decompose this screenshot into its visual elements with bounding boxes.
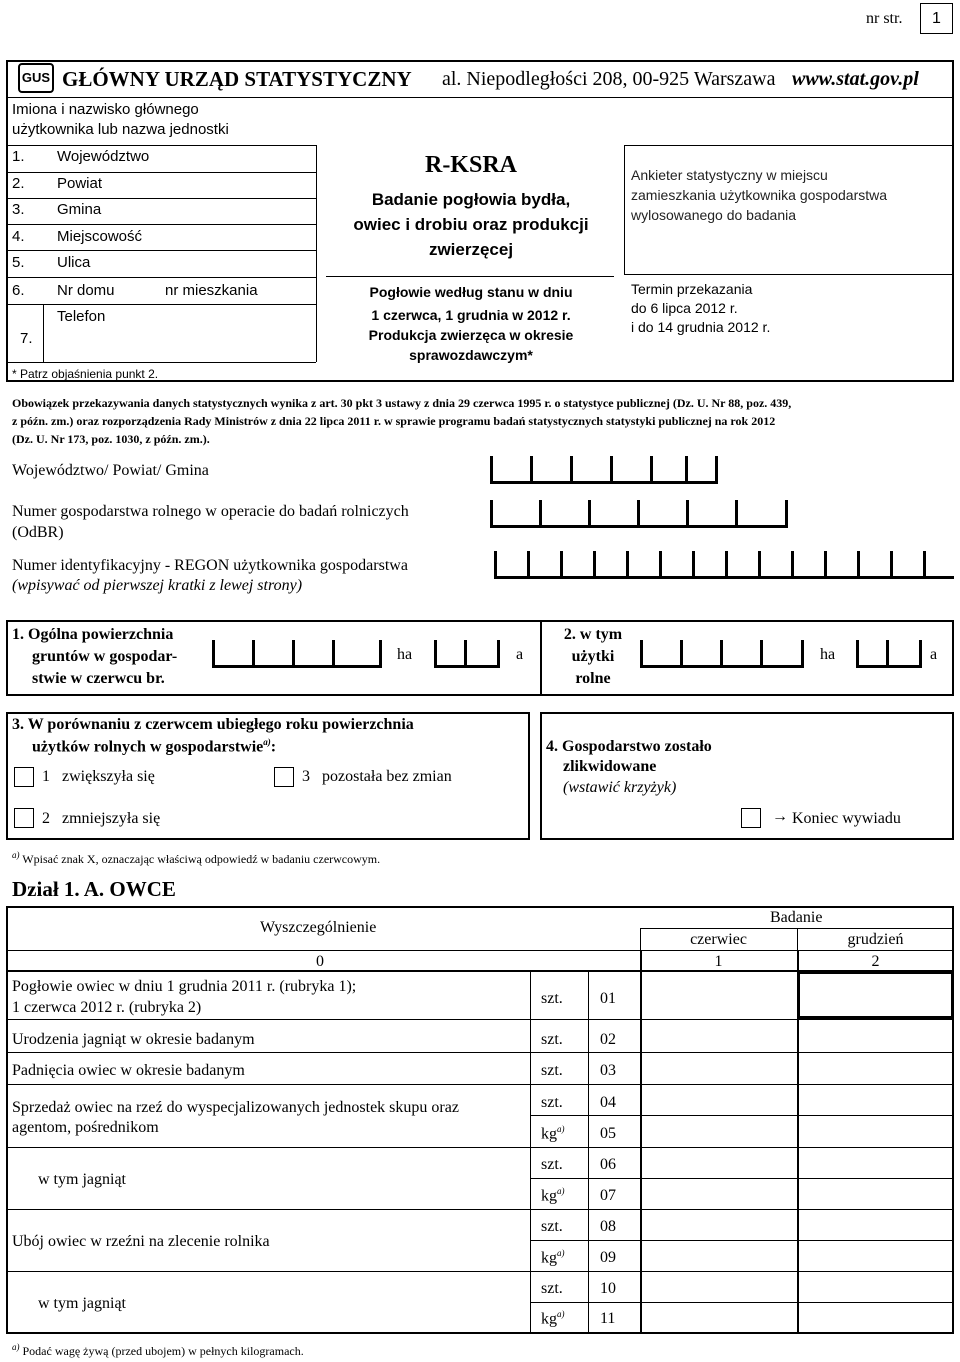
q4-label-3: (wstawić krzyżyk)	[563, 779, 677, 796]
q3-option-decreased-checkbox[interactable]	[14, 808, 34, 828]
row-02-label: Urodzenia jagniąt w okresie badanym	[12, 1031, 255, 1048]
field-locality: Miejscowość	[57, 228, 143, 245]
q2-ha-unit: ha	[820, 646, 836, 663]
row-07-code: 07	[600, 1187, 616, 1204]
field-num-2: 2.	[12, 175, 25, 192]
row-01-dec-cell[interactable]	[797, 971, 954, 1019]
row-04-label-2: agentom, pośrednikom	[12, 1119, 159, 1136]
q2-a-boxes[interactable]	[856, 640, 922, 668]
col-index-0: 0	[316, 953, 324, 970]
field-phone: Telefon	[57, 308, 106, 325]
deadline-2: do 6 lipca 2012 r.	[631, 300, 738, 316]
survey-sub-3: Produkcja zwierzęca w okresie	[368, 327, 574, 343]
survey-title-2: owiec i drobiu oraz produkcji	[353, 215, 589, 234]
q1-label-1: 1. Ogólna powierzchnia	[12, 626, 174, 643]
field-voivodeship: Województwo	[57, 148, 150, 165]
q1-a-boxes[interactable]	[434, 640, 500, 668]
row-01-code: 01	[600, 990, 616, 1007]
row-08-label: Ubój owiec w rzeźni na zlecenie rolnika	[12, 1233, 270, 1250]
field-county: Powiat	[57, 175, 103, 192]
q1-a-unit: a	[516, 646, 524, 663]
col-june-header: czerwiec	[690, 931, 747, 948]
q3-option-2-label: zmniejszyła się	[62, 810, 161, 827]
field-num-5: 5.	[12, 254, 25, 271]
legal-line-3: (Dz. U. Nr 173, poz. 1030, z późn. zm.).	[12, 432, 210, 446]
col-december-header: grudzień	[847, 931, 904, 948]
q4-label-2: zlikwidowane	[563, 758, 657, 775]
q4-label-1: 4. Gospodarstwo zostało	[546, 738, 712, 755]
q2-label-2: użytki	[571, 648, 615, 665]
q4-end-arrow-icon: →	[772, 808, 788, 825]
row-04-label: Sprzedaż owiec na rzeź do wyspecjalizowanych jednostek skupu oraz	[12, 1099, 459, 1116]
region-label: Województwo/ Powiat/ Gmina	[12, 462, 209, 479]
survey-title-3: zwierzęcej	[428, 240, 514, 259]
row-01-label-2: 1 czerwca 2012 r. (rubryka 2)	[12, 999, 202, 1016]
survey-sub-1: Pogłowie według stanu w dniu	[369, 284, 573, 300]
row-04-unit: szt.	[541, 1094, 563, 1111]
row-03-label: Padnięcia owiec w okresie badanym	[12, 1062, 245, 1079]
farm-number-label-2: (OdBR)	[12, 524, 64, 541]
interviewer-line-2: zamieszkania użytkownika gospodarstwa	[631, 187, 888, 203]
field-flat-number: nr mieszkania	[165, 282, 258, 299]
deadline-3: i do 14 grudnia 2012 r.	[631, 319, 771, 335]
row-04-code: 04	[600, 1094, 616, 1111]
institution-address: al. Niepodległości 208, 00-925 Warszawa	[442, 68, 776, 90]
q4-end-label: Koniec wywiadu	[792, 810, 901, 827]
field-num-6: 6.	[12, 282, 25, 299]
row-09-unit: $kg^{a)}$	[541, 1248, 565, 1267]
field-street: Ulica	[57, 254, 91, 271]
q1-label-2: gruntów w gospodar-	[32, 648, 178, 665]
survey-sub-4: sprawozdawczym*	[409, 347, 533, 363]
row-03-unit: szt.	[541, 1062, 563, 1079]
col-index-1: 1	[714, 953, 723, 970]
page-number-box	[920, 3, 953, 34]
gus-logo: GUS	[18, 63, 54, 93]
row-02-code: 02	[600, 1031, 616, 1048]
row-03-code: 03	[600, 1062, 616, 1079]
region-code-boxes[interactable]	[490, 456, 718, 484]
name-label-1: Imiona i nazwisko głównego	[12, 101, 199, 118]
regon-label: Numer identyfikacyjny - REGON użytkownika gospodarstwa	[12, 557, 408, 574]
website-link[interactable]: www.stat.gov.pl	[792, 68, 919, 90]
q3-option-1-label: zwiększyła się	[62, 768, 155, 785]
page-number: 1	[932, 10, 941, 27]
q3-option-3-label: pozostała bez zmian	[322, 768, 452, 785]
regon-hint: (wpisywać od pierwszej kratki z lewej strony)	[12, 577, 303, 594]
survey-sub-2: 1 czerwca, 1 grudnia w 2012 r.	[371, 307, 571, 323]
explanation-note: * Patrz objaśnienia punkt 2.	[12, 367, 159, 381]
row-10-code: 10	[600, 1280, 616, 1297]
field-num-7: 7.	[20, 330, 33, 347]
regon-boxes[interactable]	[494, 551, 954, 579]
name-label-2: użytkownika lub nazwa jednostki	[12, 121, 229, 138]
q2-ha-boxes[interactable]	[640, 640, 804, 668]
row-05-unit: $kg^{a)}$	[541, 1124, 565, 1143]
institution-title: GŁÓWNY URZĄD STATYSTYCZNY	[62, 67, 412, 91]
section-title: Dział 1. A. OWCE	[12, 877, 176, 901]
q3-option-3-num: 3	[302, 768, 310, 785]
row-02-unit: szt.	[541, 1031, 563, 1048]
q1-label-3: stwie w czerwcu br.	[32, 670, 165, 687]
row-11-code: 11	[600, 1310, 616, 1327]
field-house-number: Nr domu	[57, 282, 115, 299]
q2-label-1: 2. w tym	[563, 626, 623, 643]
farm-number-boxes[interactable]	[490, 500, 788, 528]
q4-liquidated-checkbox[interactable]	[741, 808, 761, 828]
row-11-unit: $kg^{a)}$	[541, 1309, 565, 1328]
q2-a-unit: a	[930, 646, 938, 663]
q3-option-increased-checkbox[interactable]	[14, 767, 34, 787]
q1-ha-unit: ha	[397, 646, 413, 663]
col-index-2: 2	[871, 953, 880, 970]
q1-ha-boxes[interactable]	[212, 640, 382, 668]
q3-option-unchanged-checkbox[interactable]	[274, 767, 294, 787]
footnote-2: $^{a)}$ Podać wagę żywą (przed ubojem) w pełnych kilogramach.	[12, 1342, 304, 1358]
survey-title-1: Badanie pogłowia bydła,	[371, 190, 571, 209]
legal-line-1: Obowiązek przekazywania danych statystycznych wynika z art. 30 pkt 3 ustawy z dnia 29 czerwca 1995 r. o statystyce publicznej (Dz. U. Nr 88, poz. 439,	[12, 396, 792, 410]
row-09-code: 09	[600, 1249, 616, 1266]
field-num-3: 3.	[12, 201, 25, 218]
row-08-unit: szt.	[541, 1218, 563, 1235]
col-description-header: Wyszczególnienie	[260, 919, 377, 936]
row-08-code: 08	[600, 1218, 616, 1235]
footnote-1: $^{a)}$ Wpisać znak X, oznaczając właściwą odpowiedź w badaniu czerwcowym.	[12, 850, 381, 866]
q3-label-1: 3. W porównaniu z czerwcem ubiegłego roku powierzchnia	[12, 716, 414, 733]
row-06-label: w tym jagniąt	[38, 1171, 126, 1188]
legal-line-2: z późn. zm.) oraz rozporządzenia Rady Ministrów z dnia 22 lipca 2011 r. w sprawie programu badań statystycznych statystyki publicznej na rok 2012	[12, 414, 776, 428]
q2-label-3: rolne	[575, 670, 611, 687]
row-06-unit: szt.	[541, 1156, 563, 1173]
row-01-unit: szt.	[541, 990, 563, 1007]
q3-option-1-num: 1	[42, 768, 50, 785]
survey-code: R-KSRA	[424, 152, 517, 178]
interviewer-line-3: wylosowanego do badania	[631, 207, 797, 223]
row-07-unit: $kg^{a)}$	[541, 1186, 565, 1205]
row-01-label: Pogłowie owiec w dniu 1 grudnia 2011 r. (rubryka 1);	[12, 978, 357, 995]
interviewer-line-1: Ankieter statystyczny w miejscu	[631, 167, 828, 183]
field-num-1: 1.	[12, 148, 25, 165]
farm-number-label-1: Numer gospodarstwa rolnego w operacie do badań rolniczych	[12, 503, 409, 520]
page-number-label: nr str.	[866, 10, 903, 27]
field-commune: Gmina	[57, 201, 102, 218]
row-10-label: w tym jagniąt	[38, 1295, 126, 1312]
col-study-header: Badanie	[770, 909, 823, 926]
field-num-4: 4.	[12, 228, 25, 245]
q3-option-2-num: 2	[42, 810, 50, 827]
row-10-unit: szt.	[541, 1280, 563, 1297]
row-06-code: 06	[600, 1156, 616, 1173]
q3-label-2: użytków rolnych w gospodarstwie$^{a)}$:	[32, 737, 277, 756]
deadline-1: Termin przekazania	[631, 281, 753, 297]
row-05-code: 05	[600, 1125, 616, 1142]
